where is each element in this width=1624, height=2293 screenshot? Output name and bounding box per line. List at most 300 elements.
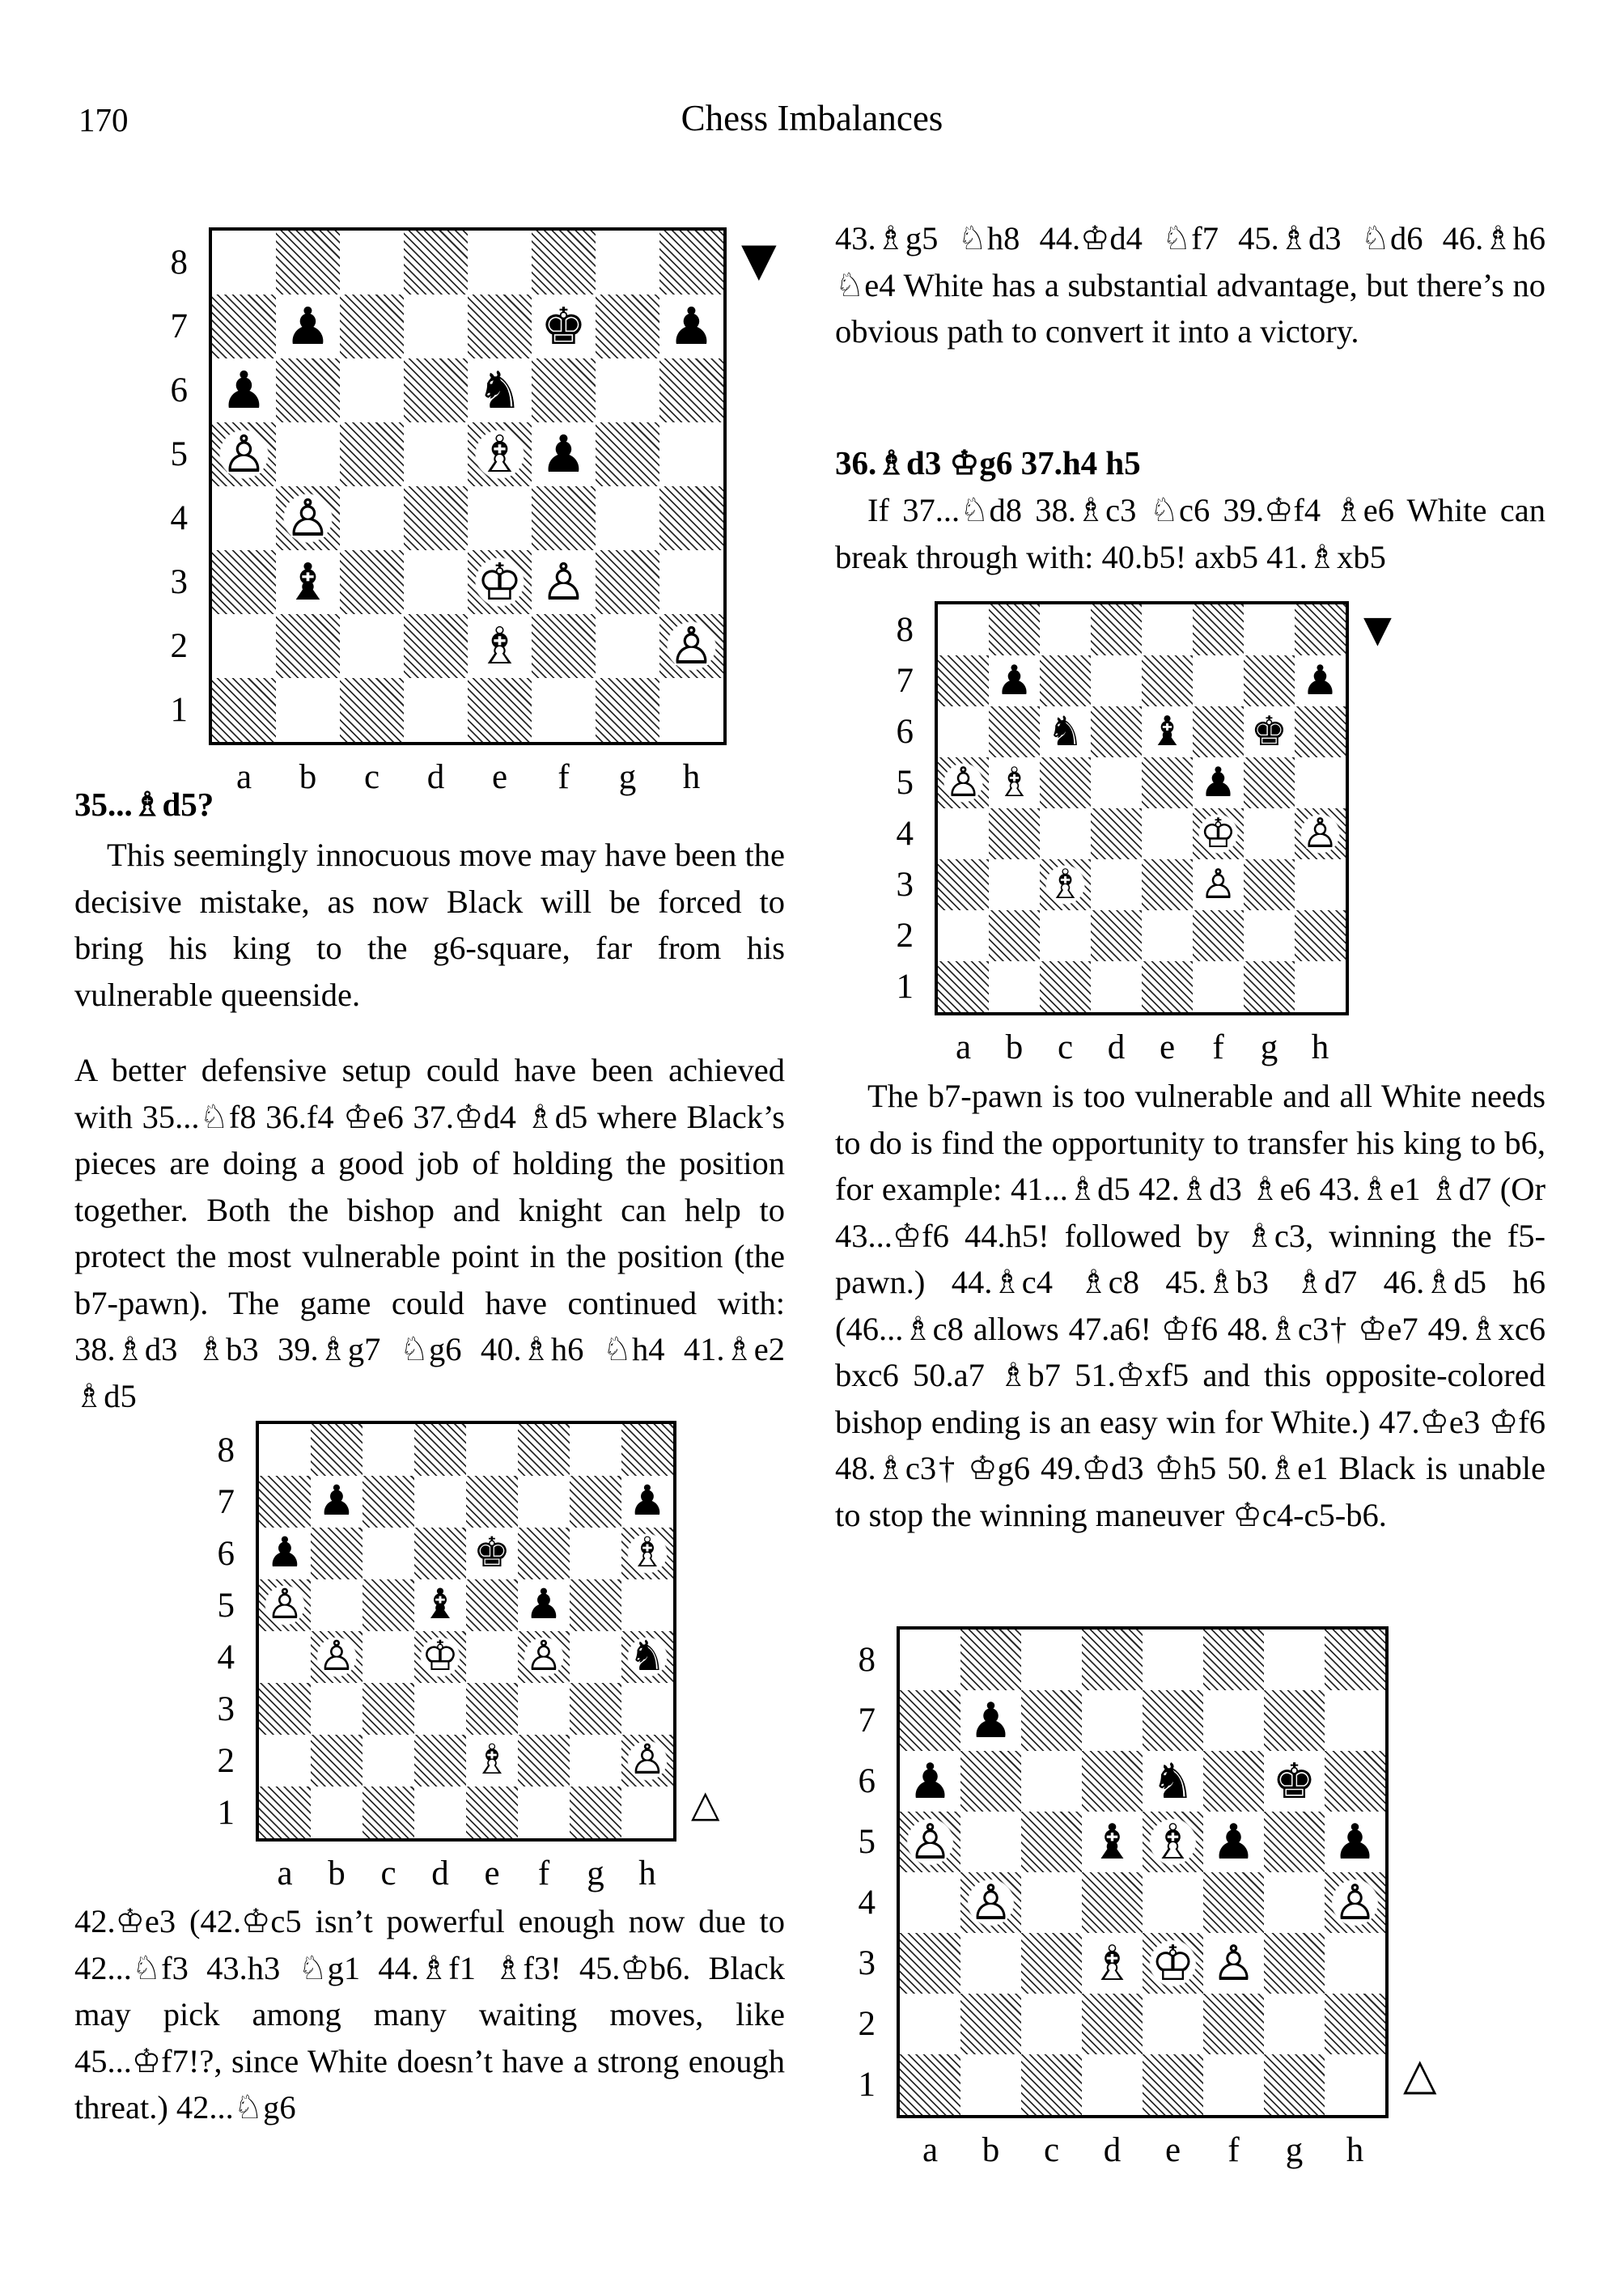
file-label: d	[431, 1854, 449, 1892]
white-pawn-f4: ♙	[518, 1631, 570, 1683]
rank-label: 2	[858, 2005, 876, 2043]
square-c1	[363, 1787, 414, 1838]
square-a3	[938, 859, 989, 910]
file-label: c	[380, 1854, 396, 1892]
square-c7	[1040, 655, 1091, 706]
paragraph-43-Bg5: 43.♗g5 ♘h8 44.♔d4 ♘f7 45.♗d3 ♘d6 46.♗h6 ♘e4 White has a substantial advantage, but there’s no obvious path to convert it into a victory.	[835, 220, 1546, 350]
square-b4	[960, 1872, 1021, 1933]
black-bishop-d5: ♝	[422, 1580, 459, 1630]
square-a7	[259, 1476, 311, 1528]
white-pawn-a5: ♙	[938, 757, 989, 808]
rank-label: 1	[896, 968, 914, 1006]
square-g8	[1244, 604, 1295, 655]
square-c6	[340, 358, 404, 422]
square-h7	[1325, 1690, 1385, 1751]
square-d3	[414, 1683, 466, 1735]
square-b1	[989, 961, 1040, 1012]
rank-label: 4	[170, 499, 188, 537]
rank-label: 2	[896, 917, 914, 955]
square-g3	[570, 1683, 621, 1735]
white-pawn-b4: ♙	[960, 1872, 1021, 1933]
square-e6	[1142, 706, 1193, 757]
white-pawn-h2: ♙	[659, 614, 723, 678]
square-c1	[1040, 961, 1091, 1012]
black-king-g6: ♚	[1272, 1753, 1317, 1810]
square-g6	[570, 1528, 621, 1579]
square-f4	[1193, 808, 1244, 859]
white-bishop-e5: ♗	[468, 422, 532, 486]
square-d8	[1091, 604, 1142, 655]
file-label: f	[1228, 2131, 1240, 2169]
square-e7	[1143, 1690, 1203, 1751]
square-e1	[468, 678, 532, 742]
square-e8	[1142, 604, 1193, 655]
square-g2	[1264, 1994, 1325, 2054]
square-e8	[468, 231, 532, 295]
white-bishop-e2: ♗	[473, 1736, 511, 1785]
rank-labels	[121, 231, 209, 742]
square-c4	[340, 486, 404, 550]
rank-label: 6	[217, 1534, 235, 1573]
white-king-e3: ♔	[1143, 1933, 1203, 1994]
square-a7	[938, 655, 989, 706]
square-c3	[1040, 859, 1091, 910]
board-frame	[897, 1626, 1389, 2118]
square-h3	[1295, 859, 1346, 910]
square-g4	[1244, 808, 1295, 859]
rank-label: 8	[858, 1641, 876, 1679]
square-g1	[596, 678, 659, 742]
square-d2	[404, 614, 468, 678]
square-e4	[1142, 808, 1193, 859]
square-h1	[1295, 961, 1346, 1012]
black-pawn-h5: ♟	[1333, 1813, 1377, 1871]
file-label: e	[484, 1854, 500, 1892]
square-c6	[1040, 706, 1091, 757]
square-h1	[621, 1787, 673, 1838]
square-c5	[1021, 1812, 1082, 1872]
board-frame	[935, 601, 1349, 1015]
rank-label: 3	[896, 866, 914, 904]
square-f1	[532, 678, 596, 742]
square-e5	[1143, 1812, 1203, 1872]
square-e3	[466, 1683, 518, 1735]
square-h6	[659, 358, 723, 422]
square-b4	[311, 1631, 363, 1683]
file-label: g	[618, 758, 637, 796]
square-e8	[466, 1424, 518, 1476]
square-f7	[518, 1476, 570, 1528]
black-pawn-f5: ♟	[525, 1580, 562, 1630]
square-c8	[340, 231, 404, 295]
square-c8	[363, 1424, 414, 1476]
black-pawn-b7: ♟	[969, 1692, 1013, 1749]
square-h3	[659, 550, 723, 614]
rank-label: 8	[217, 1430, 235, 1469]
square-f5	[532, 422, 596, 486]
square-e2	[1142, 910, 1193, 961]
square-b2	[989, 910, 1040, 961]
square-d6	[1091, 706, 1142, 757]
file-label: b	[1005, 1028, 1024, 1066]
square-h4	[1295, 808, 1346, 859]
black-bishop-e6: ♝	[1148, 707, 1186, 756]
square-f8	[532, 231, 596, 295]
square-b1	[276, 678, 340, 742]
paragraph-if-37: If 37...♘d8 38.♗c3 ♘c6 39.♔f4 ♗e6 White can break through with: 40.b5! axb5 41.♗xb5	[835, 492, 1546, 575]
square-d8	[404, 231, 468, 295]
square-a7	[900, 1690, 960, 1751]
rank-label: 1	[217, 1793, 235, 1832]
square-a6	[900, 1751, 960, 1812]
square-d5	[1091, 757, 1142, 808]
square-a4	[259, 1631, 311, 1683]
square-d6	[1082, 1751, 1143, 1812]
rank-label: 6	[858, 1762, 876, 1800]
black-pawn-b7: ♟	[995, 656, 1033, 705]
white-to-move-icon: △	[1403, 2049, 1437, 2100]
square-h3	[1325, 1933, 1385, 1994]
file-label: b	[299, 758, 317, 796]
square-b1	[311, 1787, 363, 1838]
rank-label: 1	[858, 2066, 876, 2104]
black-to-move-icon: ▼	[741, 233, 777, 286]
square-h4	[1325, 1872, 1385, 1933]
square-a2	[938, 910, 989, 961]
square-b7	[989, 655, 1040, 706]
white-pawn-a5: ♙	[900, 1812, 960, 1872]
black-bishop-b3: ♝	[285, 551, 331, 612]
square-d1	[414, 1787, 466, 1838]
square-e8	[1143, 1630, 1203, 1690]
white-pawn-h2: ♙	[621, 1735, 673, 1787]
square-h3	[621, 1683, 673, 1735]
file-label: g	[1285, 2131, 1304, 2169]
square-g8	[1264, 1630, 1325, 1690]
square-d3	[404, 550, 468, 614]
square-b8	[960, 1630, 1021, 1690]
square-b6	[989, 706, 1040, 757]
file-label: e	[491, 758, 508, 796]
file-label: c	[1043, 2131, 1060, 2169]
rank-label: 7	[217, 1482, 235, 1521]
page-number: 170	[78, 101, 129, 138]
square-c7	[340, 295, 404, 358]
file-label: b	[328, 1854, 346, 1892]
square-g1	[1264, 2054, 1325, 2115]
square-b5	[311, 1579, 363, 1631]
square-g4	[1264, 1872, 1325, 1933]
square-h4	[621, 1631, 673, 1683]
square-b8	[276, 231, 340, 295]
square-f6	[1203, 1751, 1264, 1812]
square-f4	[532, 486, 596, 550]
file-label: e	[1164, 2131, 1181, 2169]
white-to-move-icon: △	[691, 1782, 720, 1825]
black-knight-e6: ♞	[477, 359, 523, 420]
square-a4	[900, 1872, 960, 1933]
square-d1	[1091, 961, 1142, 1012]
square-c2	[340, 614, 404, 678]
square-g7	[1244, 655, 1295, 706]
rank-label: 5	[858, 1823, 876, 1861]
square-d4	[1091, 808, 1142, 859]
file-label: a	[922, 2131, 939, 2169]
black-pawn-f5: ♟	[541, 423, 587, 484]
square-e3	[1143, 1933, 1203, 1994]
square-f8	[518, 1424, 570, 1476]
file-label: h	[682, 758, 701, 796]
square-a5	[259, 1579, 311, 1631]
square-f6	[532, 358, 596, 422]
square-f3	[518, 1683, 570, 1735]
square-h5	[621, 1579, 673, 1631]
square-d7	[1082, 1690, 1143, 1751]
square-b2	[311, 1735, 363, 1787]
square-e4	[1143, 1872, 1203, 1933]
file-label: a	[955, 1028, 972, 1066]
black-knight-e6: ♞	[1151, 1753, 1195, 1810]
move-heading-36: 36.♗d3 ♔g6 37.h4 h5	[835, 444, 1141, 481]
black-pawn-b7: ♟	[285, 295, 331, 356]
square-d4	[414, 1631, 466, 1683]
square-h8	[621, 1424, 673, 1476]
file-label: f	[558, 758, 570, 796]
square-c3	[363, 1683, 414, 1735]
move-heading-35: 35...♗d5?	[74, 786, 214, 823]
square-a1	[900, 2054, 960, 2115]
square-f1	[1193, 961, 1244, 1012]
square-e2	[466, 1735, 518, 1787]
square-e7	[468, 295, 532, 358]
square-c1	[1021, 2054, 1082, 2115]
square-d6	[414, 1528, 466, 1579]
square-c2	[1021, 1994, 1082, 2054]
square-e4	[466, 1631, 518, 1683]
square-e6	[1143, 1751, 1203, 1812]
white-pawn-b4: ♙	[311, 1631, 363, 1683]
square-f5	[1203, 1812, 1264, 1872]
file-label: h	[1311, 1028, 1329, 1066]
square-a8	[938, 604, 989, 655]
square-f2	[532, 614, 596, 678]
paragraph-42-Ke3: 42.♔e3 (42.♔c5 isn’t powerful enough now due to 42...♘f3 43.h3 ♘g1 44.♗f1 ♗f3! 45.♔b6. Black may pick among many waiting moves, like 45...♔f7!?, since White doesn’t have a strong enough threat.) 42...♘g6	[74, 1903, 785, 2126]
white-pawn-b4: ♙	[276, 486, 340, 550]
square-f6	[518, 1528, 570, 1579]
square-f5	[518, 1579, 570, 1631]
square-a8	[212, 231, 276, 295]
rank-label: 4	[896, 815, 914, 853]
square-g6	[596, 358, 659, 422]
rank-labels	[168, 1424, 256, 1838]
square-b4	[276, 486, 340, 550]
square-c5	[363, 1579, 414, 1631]
square-h6	[1325, 1751, 1385, 1812]
square-c5	[1040, 757, 1091, 808]
square-c4	[363, 1631, 414, 1683]
square-h2	[659, 614, 723, 678]
file-labels	[938, 1028, 1346, 1066]
square-f3	[1193, 859, 1244, 910]
square-h2	[1325, 1994, 1385, 2054]
file-label: d	[1103, 2131, 1122, 2169]
square-g2	[570, 1735, 621, 1787]
square-b3	[989, 859, 1040, 910]
square-g2	[1244, 910, 1295, 961]
file-label: h	[1346, 2131, 1364, 2169]
square-a8	[259, 1424, 311, 1476]
square-g5	[596, 422, 659, 486]
square-h7	[659, 295, 723, 358]
square-f7	[1193, 655, 1244, 706]
square-f7	[1203, 1690, 1264, 1751]
square-g4	[570, 1631, 621, 1683]
square-a6	[259, 1528, 311, 1579]
square-g2	[596, 614, 659, 678]
rank-label: 2	[217, 1741, 235, 1780]
square-h1	[1325, 2054, 1385, 2115]
square-a4	[938, 808, 989, 859]
square-c6	[1021, 1751, 1082, 1812]
square-g5	[570, 1579, 621, 1631]
white-bishop-c3: ♗	[1040, 859, 1091, 910]
square-e7	[1142, 655, 1193, 706]
square-e1	[466, 1787, 518, 1838]
rank-label: 2	[170, 627, 188, 665]
square-c5	[340, 422, 404, 486]
square-a3	[212, 550, 276, 614]
square-b7	[960, 1690, 1021, 1751]
white-bishop-e5: ♗	[1143, 1812, 1203, 1872]
chess-board	[938, 604, 1346, 1012]
rank-label: 8	[170, 244, 188, 282]
running-head-title: Chess Imbalances	[681, 98, 943, 138]
chess-board	[212, 231, 723, 742]
square-g3	[1264, 1933, 1325, 1994]
square-a4	[212, 486, 276, 550]
rank-label: 5	[170, 435, 188, 473]
square-h2	[1295, 910, 1346, 961]
square-a5	[212, 422, 276, 486]
square-d4	[1082, 1872, 1143, 1933]
square-b6	[276, 358, 340, 422]
white-pawn-h4: ♙	[1295, 808, 1346, 859]
square-e4	[468, 486, 532, 550]
square-e7	[466, 1476, 518, 1528]
file-label: g	[587, 1854, 604, 1892]
file-label: d	[1107, 1028, 1126, 1066]
rank-labels	[809, 1630, 897, 2115]
black-pawn-h7: ♟	[668, 295, 714, 356]
black-pawn-a6: ♟	[266, 1528, 303, 1578]
square-d5	[404, 422, 468, 486]
square-g7	[1264, 1690, 1325, 1751]
square-c8	[1040, 604, 1091, 655]
file-label: c	[1057, 1028, 1074, 1066]
square-d5	[1082, 1812, 1143, 1872]
square-h7	[621, 1476, 673, 1528]
square-f6	[1193, 706, 1244, 757]
file-label: f	[537, 1854, 550, 1892]
square-f8	[1193, 604, 1244, 655]
square-b2	[276, 614, 340, 678]
white-pawn-f3: ♙	[1199, 860, 1237, 909]
square-d6	[404, 358, 468, 422]
square-h6	[621, 1528, 673, 1579]
square-g1	[570, 1787, 621, 1838]
square-d2	[1082, 1994, 1143, 2054]
square-d7	[404, 295, 468, 358]
file-label: c	[363, 758, 380, 796]
square-g8	[570, 1424, 621, 1476]
rank-label: 3	[858, 1944, 876, 1982]
white-king-d4: ♔	[414, 1631, 466, 1683]
square-d7	[1091, 655, 1142, 706]
square-h2	[621, 1735, 673, 1787]
square-g3	[1244, 859, 1295, 910]
square-g6	[1244, 706, 1295, 757]
square-g7	[570, 1476, 621, 1528]
square-c4	[1040, 808, 1091, 859]
square-b3	[960, 1933, 1021, 1994]
board-frame	[256, 1421, 676, 1842]
square-f3	[532, 550, 596, 614]
file-label: a	[277, 1854, 293, 1892]
square-h4	[659, 486, 723, 550]
white-pawn-h4: ♙	[1325, 1872, 1385, 1933]
square-c6	[363, 1528, 414, 1579]
square-h5	[1295, 757, 1346, 808]
rank-label: 5	[217, 1586, 235, 1625]
square-b8	[989, 604, 1040, 655]
square-d7	[414, 1476, 466, 1528]
square-h5	[659, 422, 723, 486]
file-label: d	[426, 758, 445, 796]
square-a6	[212, 358, 276, 422]
square-f3	[1203, 1933, 1264, 1994]
black-pawn-h7: ♟	[1301, 656, 1339, 705]
square-b7	[311, 1476, 363, 1528]
square-g8	[596, 231, 659, 295]
square-a2	[900, 1994, 960, 2054]
square-b4	[989, 808, 1040, 859]
square-f4	[1203, 1872, 1264, 1933]
square-c8	[1021, 1630, 1082, 1690]
square-h1	[659, 678, 723, 742]
square-b1	[960, 2054, 1021, 2115]
square-e1	[1142, 961, 1193, 1012]
white-pawn-f3: ♙	[1211, 1935, 1256, 1992]
square-g3	[596, 550, 659, 614]
file-label: h	[638, 1854, 656, 1892]
square-g4	[596, 486, 659, 550]
square-h7	[1295, 655, 1346, 706]
black-pawn-f5: ♟	[1199, 758, 1237, 807]
rank-label: 7	[170, 307, 188, 345]
square-c3	[340, 550, 404, 614]
square-g5	[1244, 757, 1295, 808]
square-c2	[363, 1735, 414, 1787]
white-king-f4: ♔	[1193, 808, 1244, 859]
square-f2	[518, 1735, 570, 1787]
chess-board	[259, 1424, 673, 1838]
square-e3	[468, 550, 532, 614]
square-b3	[311, 1683, 363, 1735]
square-d8	[414, 1424, 466, 1476]
square-a7	[212, 295, 276, 358]
square-c3	[1021, 1933, 1082, 1994]
square-f2	[1203, 1994, 1264, 2054]
